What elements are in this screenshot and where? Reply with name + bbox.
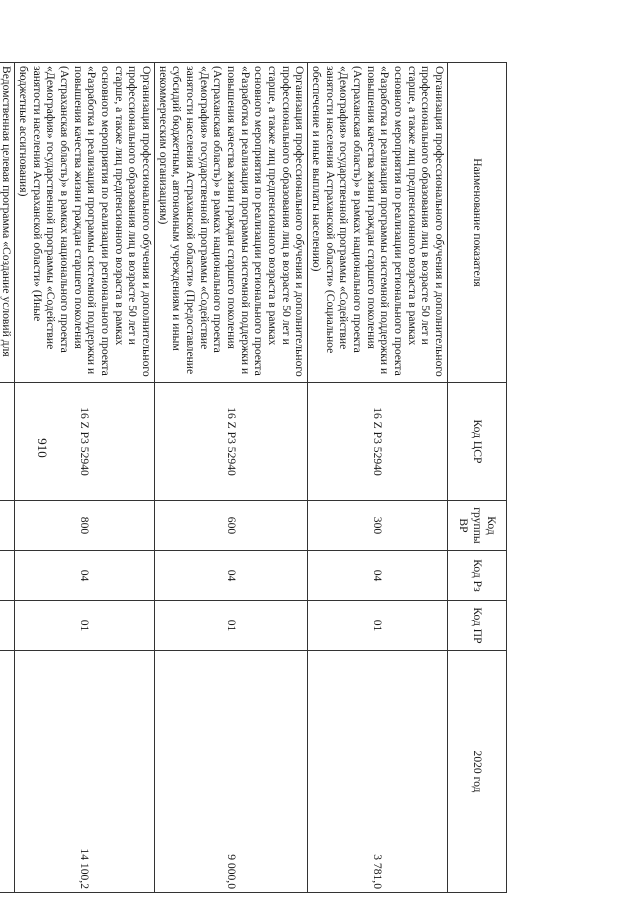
cell-vr: 600	[154, 501, 307, 551]
cell-csr: 16 Z P3 52940	[15, 383, 155, 501]
header-pr: Код ПР	[448, 601, 507, 651]
table-row	[0, 63, 15, 893]
header-rz: Код Рз	[448, 551, 507, 601]
cell-csr	[0, 383, 15, 501]
cell-rz: 04	[154, 551, 307, 601]
cell-pr: 01	[15, 601, 155, 651]
header-name: Наименование показателя	[448, 63, 507, 383]
table-row	[15, 63, 155, 893]
table-header-row	[448, 63, 507, 893]
cell-pr: 01	[154, 601, 307, 651]
cell-rz: 04	[15, 551, 155, 601]
cell-name: Организация профессионального обучения и дополнительного профессионального образования лиц в возрасте 50 лет и старше, а также лиц предпенсионного возраста в рамках основного мероприятия по реализации регионального проекта «Разработка и реализация программы системной поддержки и повышения качества жизни граждан старшего поколения (Астраханская область)» в рамках национального проекта «Демография» государственной программы «Содействие занятости населения Астраханской области» (Предоставление субсидий бюджетным, автономным учреждениям и иным некоммерческим организациям)	[154, 63, 307, 383]
page-number: 910	[35, 438, 50, 458]
cell-name: Организация профессионального обучения и дополнительного профессионального образования лиц в возрасте 50 лет и старше, а также лиц предпенсионного возраста в рамках основного мероприятия по реализации регионального проекта «Разработка и реализация программы системной поддержки и повышения качества жизни граждан старшего поколения (Астраханская область)» в рамках национального проекта «Демография» государственной программы «Содействие занятости населения Астраханской области» (Иные бюджетные ассигнования)	[15, 63, 155, 383]
cell-rz: 04	[308, 551, 448, 601]
cell-amount: 14 100,2	[15, 651, 155, 893]
cell-csr: 16 Z P3 52940	[154, 383, 307, 501]
cell-pr: 01	[308, 601, 448, 651]
cell-amount: 9 000,0	[154, 651, 307, 893]
header-year: 2020 год	[448, 651, 507, 893]
header-vr: Код группы ВР	[448, 501, 507, 551]
cell-amount	[0, 651, 15, 893]
table-row	[308, 63, 448, 893]
cell-name: Ведомственная целевая программа «Создание условий для	[0, 63, 15, 383]
cell-name: Организация профессионального обучения и дополнительного профессионального образования лиц в возрасте 50 лет и старше, а также лиц предпенсионного возраста в рамках основного мероприятия по реализации регионального проекта «Разработка и реализация программы системной поддержки и повышения качества жизни граждан старшего поколения (Астраханская область)» в рамках национального проекта «Демография» государственной программы «Содействие занятости населения Астраханской области» (Социальное обеспечение и иные выплаты населению)	[308, 63, 448, 383]
cell-vr	[0, 501, 15, 551]
cell-rz	[0, 551, 15, 601]
cell-csr: 16 Z P3 52940	[308, 383, 448, 501]
cell-vr: 800	[15, 501, 155, 551]
cell-pr	[0, 601, 15, 651]
budget-table	[0, 62, 507, 893]
cell-amount: 3 781,0	[308, 651, 448, 893]
cell-vr: 300	[308, 501, 448, 551]
header-csr: Код ЦСР	[448, 383, 507, 501]
table-row	[154, 63, 307, 893]
